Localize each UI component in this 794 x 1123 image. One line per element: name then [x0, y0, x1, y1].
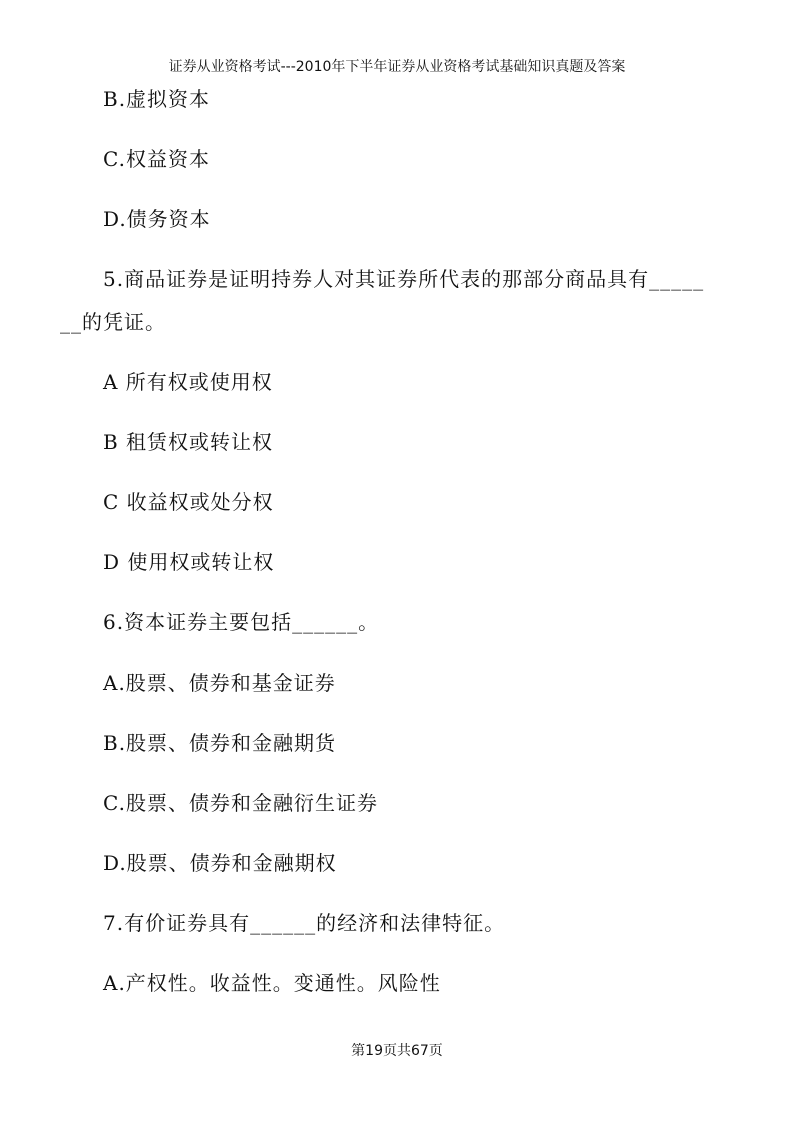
option-a-q7: A.产权性。收益性。变通性。风险性	[103, 971, 441, 995]
question-6: 6.资本证券主要包括______。	[103, 610, 380, 634]
option-d-q4: D.债务资本	[103, 207, 211, 231]
page-header: 证券从业资格考试---2010年下半年证券从业资格考试基础知识真题及答案	[168, 59, 626, 75]
question-5-line-1: 5.商品证券是证明持券人对其证券所代表的那部分商品具有_____	[103, 267, 705, 291]
question-7: 7.有价证券具有______的经济和法律特征。	[103, 911, 506, 935]
option-d-q5: D 使用权或转让权	[103, 550, 275, 574]
option-a-q6: A.股票、债券和基金证券	[103, 671, 336, 695]
page-footer: 第19页共67页	[351, 1043, 443, 1059]
question-5-line-2: __的凭证。	[60, 310, 166, 334]
option-a-q5: A 所有权或使用权	[103, 370, 273, 394]
option-c-q4: C.权益资本	[103, 147, 210, 171]
option-c-q5: C 收益权或处分权	[103, 490, 274, 514]
option-b-q6: B.股票、债券和金融期货	[103, 731, 337, 755]
option-b-q5: B 租赁权或转让权	[103, 430, 274, 454]
option-b-q4: B.虚拟资本	[103, 87, 211, 111]
option-d-q6: D.股票、债券和金融期权	[103, 851, 337, 875]
option-c-q6: C.股票、债券和金融衍生证券	[103, 791, 378, 815]
